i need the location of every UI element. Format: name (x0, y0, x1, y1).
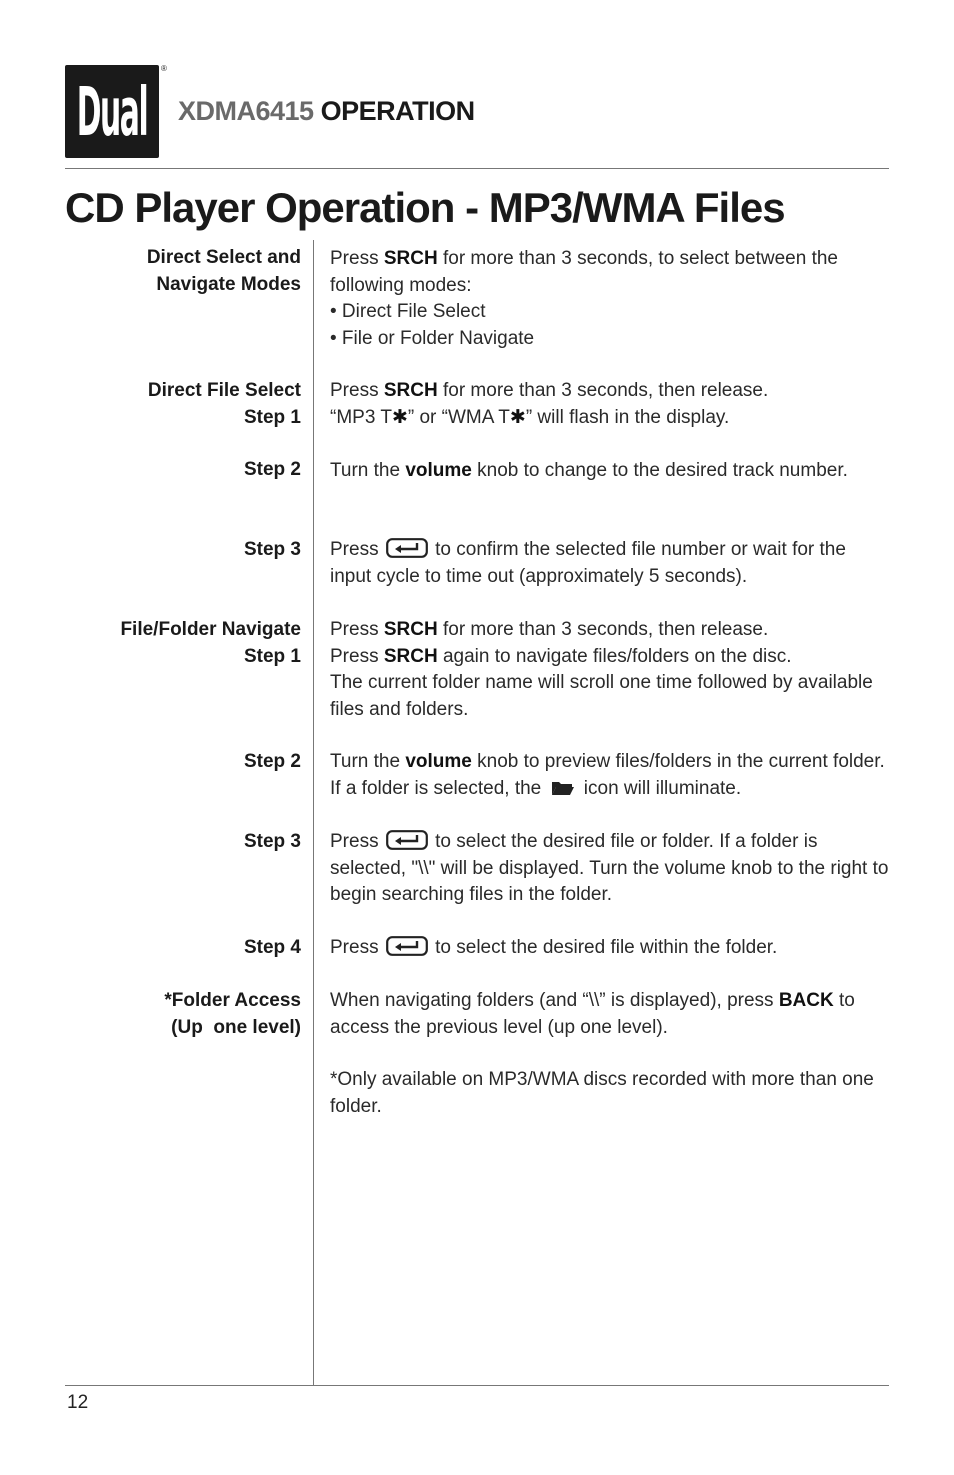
content-modes: Press SRCH for more than 3 seconds, to select between the following modes: • Direct File Select • File or Folder Navigate (330, 248, 838, 349)
content-direct-file-step3: Press to confirm the selected file number or wait for the input cycle to time out (approximately 5 seconds). (330, 539, 846, 587)
label-step4: Step 4 (243, 937, 301, 958)
header-divider (65, 168, 889, 169)
footnote: *Only available on MP3/WMA discs recorded with more than one folder. (330, 1069, 874, 1117)
page-number: 12 (67, 1392, 89, 1413)
list-item: • File or Folder Navigate (330, 327, 535, 349)
content-navigate-step4: Press to select the desired file within the folder. (330, 937, 778, 958)
label-step2: Step 2 (243, 751, 301, 772)
dual-logo (65, 65, 159, 158)
content-direct-file-step1: Press SRCH for more than 3 seconds, then release. “MP3 T✱” or “WMA T✱” will flash in the display. (330, 380, 769, 428)
column-divider (313, 240, 314, 1385)
label-file-folder-navigate-step1: File/Folder Navigate Step 1 (120, 619, 301, 667)
page-title: CD Player Operation - MP3/WMA Files (65, 184, 785, 231)
label-direct-select-navigate: Direct Select and Navigate Modes (146, 247, 301, 295)
enter-button-icon (386, 936, 428, 956)
registered-mark: ® (161, 64, 167, 73)
content-navigate-step1: Press SRCH for more than 3 seconds, then release. Press SRCH again to navigate files/folders on the disc. The current folder name will scroll one time followed by available files and folders. (330, 619, 873, 720)
footer-divider (65, 1385, 889, 1386)
enter-button-icon (386, 538, 428, 558)
section-label: OPERATION (320, 96, 475, 126)
folder-icon (551, 779, 575, 796)
label-step3: Step 3 (243, 539, 301, 560)
content-navigate-step2: Turn the volume knob to preview files/folders in the current folder. If a folder is selected, the icon will illuminate. (330, 751, 885, 799)
header-title (178, 96, 475, 127)
label-step2: Step 2 (243, 459, 301, 480)
label-folder-access: *Folder Access (Up one level) (164, 990, 301, 1038)
label-direct-file-select-step1: Direct File Select Step 1 (147, 380, 301, 428)
content-folder-access: When navigating folders (and “\\” is displayed), press BACK to access the previous level (up one level). (330, 990, 855, 1038)
logo-text: Dual (76, 72, 148, 151)
list-item: • Direct File Select (330, 301, 486, 322)
content-direct-file-step2: Turn the volume knob to change to the desired track number. (330, 460, 848, 481)
label-step3: Step 3 (243, 831, 301, 852)
enter-button-icon (386, 830, 428, 850)
content-navigate-step3: Press to select the desired file or folder. If a folder is selected, "\\" will be displayed. Turn the volume knob to the right to begin searching files in the folder. (330, 831, 889, 905)
model-number: XDMA6415 (178, 96, 314, 126)
